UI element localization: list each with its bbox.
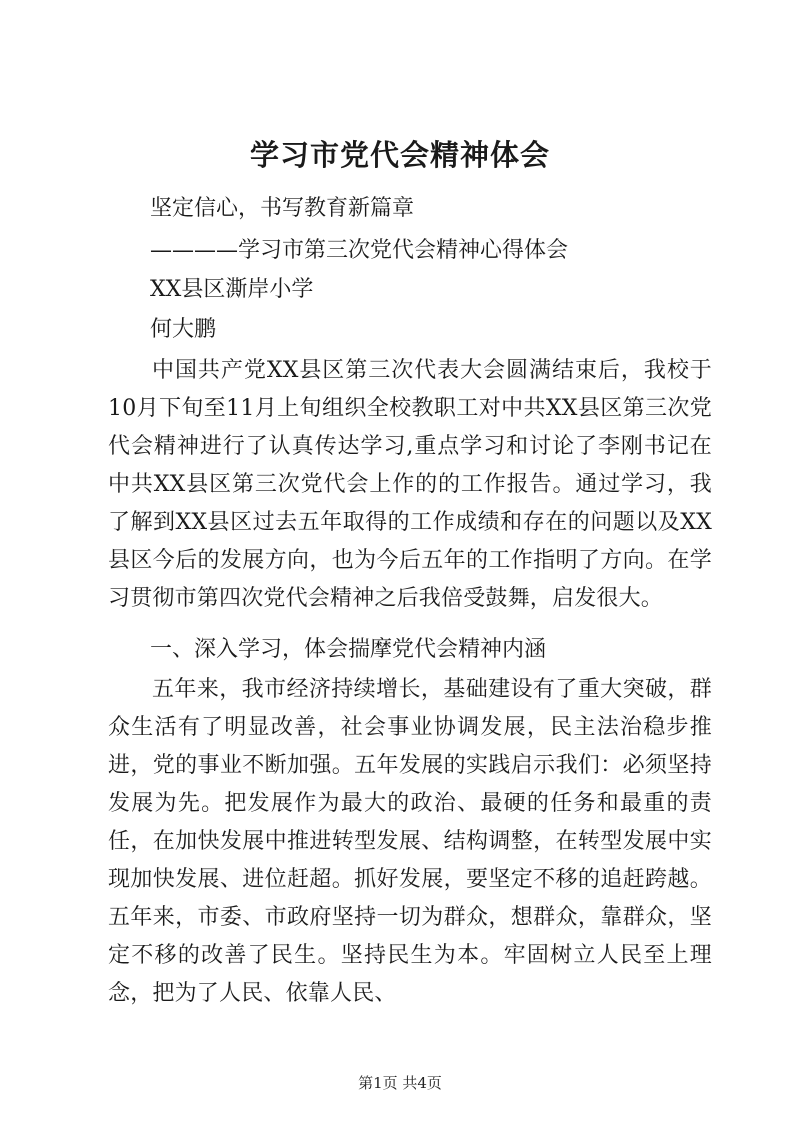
page-number-footer: 第1页 共4页: [358, 1074, 442, 1092]
document-subheading: ————学习市第三次党代会精神心得体会: [150, 238, 569, 263]
document-title: 学习市党代会精神体会: [249, 138, 550, 172]
body-paragraph-1: 中国共产党XX县区第三次代表大会圆满结束后，我校于10月下旬至11月上旬组织全校教职工对中共XX县区第三次党代会精神进行了认真传达学习,重点学习和讨论了李刚书记在中共XX县区第三次党代会上作的的工作报告。通过学习，我了解到XX县区过去五年取得的工作成绩和存在的问题以及XX县区今后的发展方向，也为今后五年的工作指明了方向。在学习贯彻市第四次党代会精神之后我倍受鼓舞，启发很大。: [108, 358, 712, 611]
section-heading-1: 一、深入学习，体会揣摩党代会精神内涵: [150, 637, 547, 662]
document-subtitle: 坚定信心，书写教育新篇章: [150, 196, 415, 221]
author-name: 何大鹏: [150, 317, 217, 342]
school-name: XX县区澌岸小学: [150, 277, 314, 302]
body-paragraph-2: 五年来，我市经济持续增长，基础建设有了重大突破，群众生活有了明显改善，社会事业协调发展，民主法治稳步推进，党的事业不断加强。五年发展的实践启示我们：必须坚持发展为先。把发展作为最大的政治、最硬的任务和最重的责任，在加快发展中推进转型发展、结构调整，在转型发展中实现加快发展、进位赶超。抓好发展，要坚定不移的追赶跨越。五年来，市委、市政府坚持一切为群众，想群众，靠群众，坚定不移的改善了民生。坚持民生为本。牢固树立人民至上理念，把为了人民、依靠人民、: [108, 677, 712, 1006]
